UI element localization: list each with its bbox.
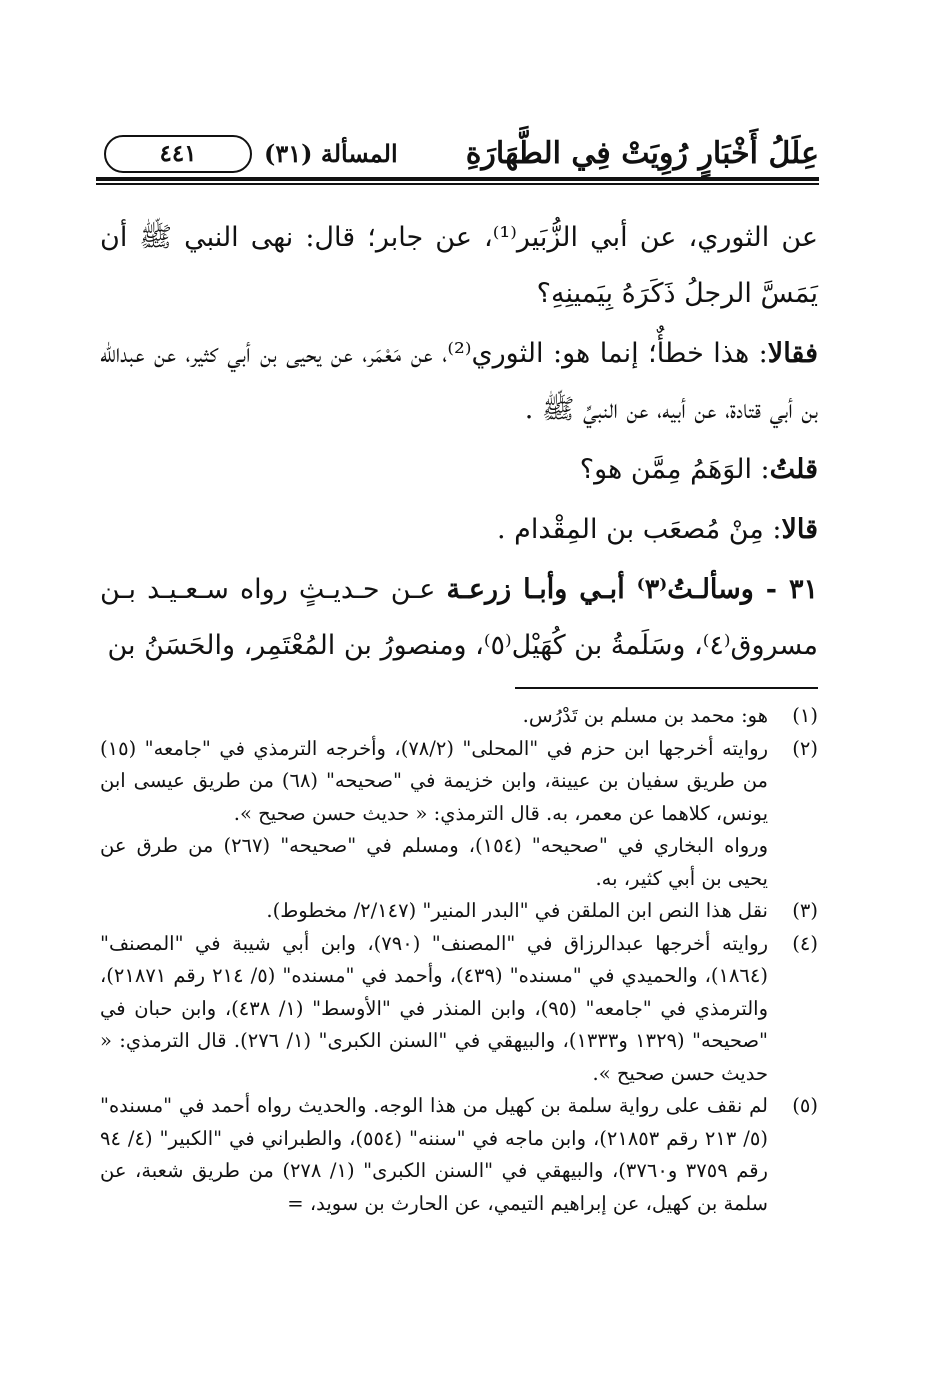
footnote-text: ورواه البخاري في "صحيحه" (١٥٤)، ومسلم في "صحيحه" (٢٦٧) من طرق عن يحيى بن أبي كثير، به. bbox=[100, 834, 768, 890]
speaker-label: قالا bbox=[781, 514, 818, 545]
footnote-continuation bbox=[100, 830, 818, 895]
footnote bbox=[100, 895, 818, 928]
footnote-number: (٥) bbox=[792, 1094, 818, 1117]
book-title: عِلَلُ أَخْبَارٍ رُوِيَتْ فِي الطَّهَارَةِ bbox=[465, 136, 819, 171]
footnote bbox=[100, 700, 818, 733]
footnote-number: (٣) bbox=[792, 899, 818, 922]
speaker-label: قلتُ bbox=[769, 454, 818, 485]
paragraph-text: : مِنْ مُصعَب بن المِقْدام . bbox=[496, 514, 782, 545]
footnote-separator bbox=[515, 687, 818, 689]
paragraph-4 bbox=[100, 502, 818, 558]
paragraph-text: : هذا خطأٌ؛ إنما هو: الثوري⁽²⁾، عن مَعْمَر، عن يحيى بن أبي كثير، عن عبدالله بن أبي قتادة، عن أبيه، عن النبيِّ ﷺ . bbox=[100, 338, 818, 425]
paragraph-3 bbox=[100, 442, 818, 498]
footnote bbox=[100, 733, 818, 831]
header-rule-thick bbox=[96, 177, 819, 181]
paragraph-text: عـن حـديـثٍ رواه سـعـيـد بـن مسروق⁽٤⁾، وسَلَمةُ بن كُهَيْل⁽٥⁾، ومنصورُ بن المُعْتَمِر، والحَسَنُ بن bbox=[100, 574, 818, 661]
footnote-text: لم نقف على رواية سلمة بن كهيل من هذا الوجه. والحديث رواه أحمد في "مسنده" (٥/ ٢١٣ رقم ٢١٨٥٣)، وابن ماجه في "سننه" (٥٥٤)، والطبراني في "الكبير" (٤/ ٩٤ رقم ٣٧٥٩ و٣٧٦٠)، والبيهقي في "السنن الكبرى" (١/ ٢٧٨) من طريق شعبة، عن سلمة بن كهيل، عن إبراهيم التيمي، عن الحارث بن سويد، = bbox=[100, 1094, 768, 1215]
footnote bbox=[100, 1090, 818, 1220]
paragraph-2 bbox=[100, 326, 818, 438]
main-text bbox=[100, 210, 818, 678]
paragraph-1: عن الثوري، عن أبي الزُّبَير⁽¹⁾، عن جابر؛ قال: نهى النبي ﷺ أن يَمَسَّ الرجلُ ذَكَرَهُ بِيَمينِهِ؟ bbox=[100, 222, 818, 309]
footnote-text: روايته أخرجها ابن حزم في "المحلى" (٧٨/٢)، وأخرجه الترمذي في "جامعه" (١٥) من طريق سفيان بن عيينة، وابن خزيمة في "صحيحه" (٦٨) من طريق عيسى ابن يونس، كلاهما عن معمر، به. قال الترمذي: « حديث حسن صحيح ». bbox=[100, 736, 768, 825]
masala-label: المسألة (٣١) bbox=[264, 139, 398, 168]
footnote-text: نقل هذا النص ابن الملقن في "البدر المنير" (٢/١٤٧/ مخطوط). bbox=[266, 899, 768, 922]
footnotes bbox=[100, 700, 818, 1220]
footnote-number: (١) bbox=[792, 704, 818, 727]
footnote-number: (٤) bbox=[792, 931, 818, 955]
header-rule-thin bbox=[96, 183, 819, 185]
question-lead: ٣١ - وسألـتُ⁽٣⁾ أبـي وأبـا زرعـة bbox=[446, 574, 819, 605]
page-number-badge: ٤٤١ bbox=[104, 135, 252, 173]
footnote-number bbox=[768, 830, 818, 895]
paragraph-text: : الوَهَمُ مِمَّن هو؟ bbox=[579, 454, 770, 485]
footnote bbox=[100, 928, 818, 1091]
footnote-text: هو: محمد بن مسلم بن تَدْرُس. bbox=[522, 704, 768, 727]
running-header bbox=[96, 132, 819, 180]
paragraph-5 bbox=[100, 562, 818, 674]
footnote-text: روايته أخرجها عبدالرزاق في "المصنف" (٧٩٠)، وابن أبي شيبة في "المصنف" (١٨٦٤)، والحميدي في "مسنده" (٤٣٩)، وأحمد في "مسنده" (٥/ ٢١٤ رقم ٢١٨٧١)، والترمذي في "جامعه" (٩٥)، وابن المنذر في "الأوسط" (١/ ٤٣٨)، وابن حبان في "صحيحه" (١٣٢٩ و١٣٣٣)، والبيهقي في "السنن الكبرى" (١/ ٢٧٦). قال الترمذي: « حديث حسن صحيح ». bbox=[100, 931, 768, 1085]
footnote-number: (٢) bbox=[792, 736, 818, 760]
speaker-label: فقالا bbox=[767, 338, 818, 369]
